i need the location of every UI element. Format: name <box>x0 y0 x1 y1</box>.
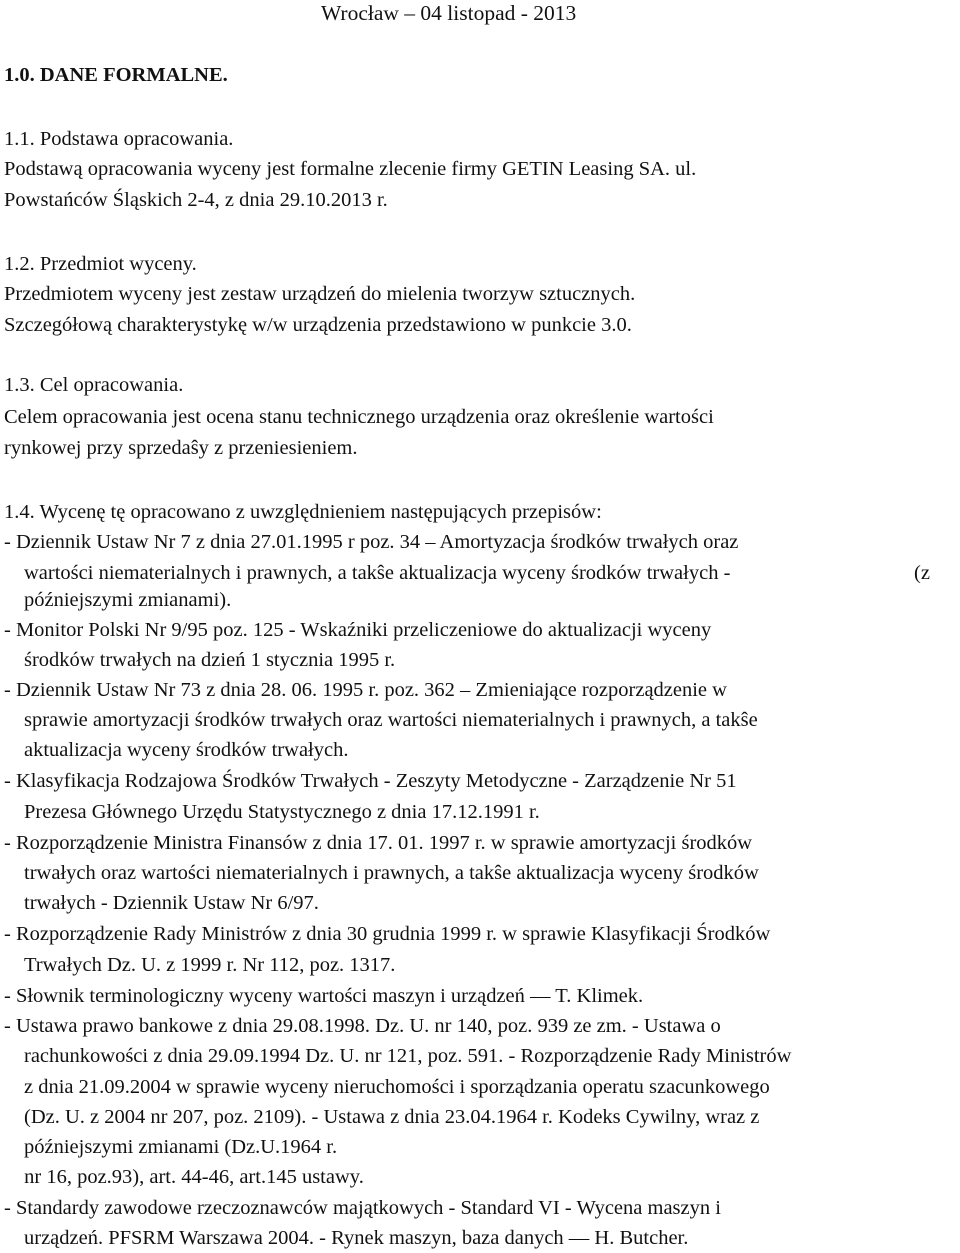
document-date: Wrocław – 04 listopad - 2013 <box>321 1 577 25</box>
paragraph-line: Szczegółową charakterystykę w/w urządzenia przedstawiono w punkcie 3.0. <box>4 314 632 336</box>
list-item-line: - Dziennik Ustaw Nr 7 z dnia 27.01.1995 r poz. 34 – Amortyzacja środków trwałych oraz <box>4 531 739 553</box>
list-item-line: - Dziennik Ustaw Nr 73 z dnia 28. 06. 1995 r. poz. 362 – Zmieniające rozporządzenie w <box>4 679 727 701</box>
list-item-line: (Dz. U. z 2004 nr 207, poz. 2109). - Ustawa z dnia 23.04.1964 r. Kodeks Cywilny, wraz z <box>24 1106 760 1128</box>
list-item-line: późniejszymi zmianami). <box>24 589 232 611</box>
paragraph-line: Powstańców Śląskich 2-4, z dnia 29.10.2013 r. <box>4 189 388 211</box>
list-item-line: nr 16, poz.93), art. 44-46, art.145 ustawy. <box>19 1166 364 1188</box>
list-item-line: wartości niematerialnych i prawnych, a takŝe aktualizacja wyceny środków trwałych - <box>24 562 731 584</box>
list-item-line: urządzeń. PFSRM Warszawa 2004. - Rynek maszyn, baza danych — H. Butcher. <box>24 1227 689 1249</box>
subsection-title-1-4: 1.4. Wycenę tę opracowano z uwzględnieniem następujących przepisów: <box>4 501 602 523</box>
subsection-title-1-2: 1.2. Przedmiot wyceny. <box>4 253 197 275</box>
list-item-line: Prezesa Głównego Urzędu Statystycznego z dnia 17.12.1991 r. <box>24 801 540 823</box>
list-item-line: - Rozporządzenie Ministra Finansów z dnia 17. 01. 1997 r. w sprawie amortyzacji środków <box>4 832 753 854</box>
paragraph-line: Celem opracowania jest ocena stanu technicznego urządzenia oraz określenie wartości <box>4 406 714 428</box>
list-item-line: - Monitor Polski Nr 9/95 poz. 125 - Wskaźniki przeliczeniowe do aktualizacji wyceny <box>4 619 712 641</box>
list-item-line: - Rozporządzenie Rady Ministrów z dnia 30 grudnia 1999 r. w sprawie Klasyfikacji Środków <box>4 923 771 945</box>
section-title: 1.0. DANE FORMALNE. <box>4 64 228 86</box>
list-item-line: trwałych - Dziennik Ustaw Nr 6/97. <box>24 892 319 914</box>
list-item-line: środków trwałych na dzień 1 stycznia 1995 r. <box>24 649 396 671</box>
subsection-title-1-3: 1.3. Cel opracowania. <box>4 374 184 396</box>
subsection-title-1-1: 1.1. Podstawa opracowania. <box>4 128 234 150</box>
list-item-line: (z <box>914 562 930 584</box>
list-item-line: aktualizacja wyceny środków trwałych. <box>24 739 349 761</box>
paragraph-line: Przedmiotem wyceny jest zestaw urządzeń do mielenia tworzyw sztucznych. <box>4 283 636 305</box>
list-item-line: - Klasyfikacja Rodzajowa Środków Trwałych - Zeszyty Metodyczne - Zarządzenie Nr 51 <box>4 770 737 792</box>
list-item-line: trwałych oraz wartości niematerialnych i prawnych, a takŝe aktualizacja wyceny środków <box>24 862 759 884</box>
list-item-line: - Słownik terminologiczny wyceny wartości maszyn i urządzeń — T. Klimek. <box>4 985 644 1007</box>
list-item-line: z dnia 21.09.2004 w sprawie wyceny nieruchomości i sporządzania operatu szacunkowego <box>24 1076 770 1098</box>
list-item-line: późniejszymi zmianami (Dz.U.1964 r. <box>24 1136 338 1158</box>
list-item-line: Trwałych Dz. U. z 1999 r. Nr 112, poz. 1317. <box>24 954 396 976</box>
paragraph-line: Podstawą opracowania wyceny jest formalne zlecenie firmy GETIN Leasing SA. ul. <box>4 158 697 180</box>
list-item-line: - Ustawa prawo bankowe z dnia 29.08.1998. Dz. U. nr 140, poz. 939 ze zm. - Ustawa o <box>4 1015 721 1037</box>
list-item-line: - Standardy zawodowe rzeczoznawców majątkowych - Standard VI - Wycena maszyn i <box>4 1197 721 1219</box>
paragraph-line: rynkowej przy sprzedaŝy z przeniesieniem. <box>4 437 358 459</box>
list-item-line: sprawie amortyzacji środków trwałych oraz wartości niematerialnych i prawnych, a takŝe <box>24 709 758 731</box>
list-item-line: rachunkowości z dnia 29.09.1994 Dz. U. nr 121, poz. 591. - Rozporządzenie Rady Ministrów <box>24 1045 792 1067</box>
